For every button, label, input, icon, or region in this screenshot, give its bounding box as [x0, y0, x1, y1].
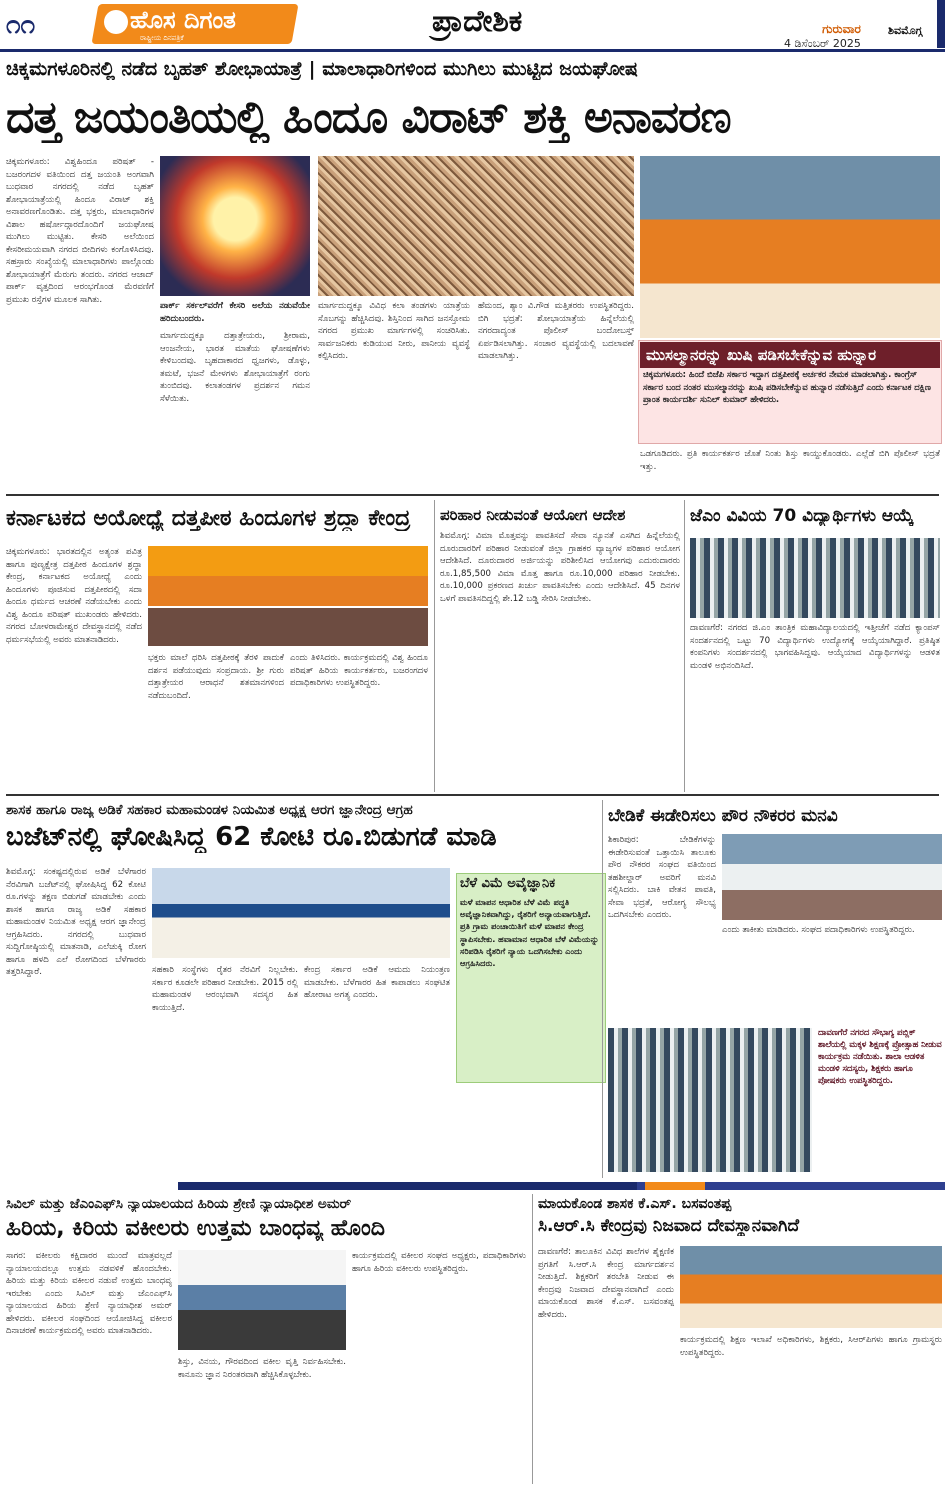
crop-insurance-title: ಬೆಳೆ ವಿಮೆ ಅವೈಜ್ಞಾನಿಕ	[460, 876, 556, 891]
commission-body: ಶಿವಮೊಗ್ಗ: ವಿಮಾ ಮೊತ್ತವನ್ನು ಪಾವತಿಸದೆ ಸೇವಾ ನ್ಯೂನತೆ ಎಸಗಿದ ಹಿನ್ನೆಲೆಯಲ್ಲಿ ದೂರುದಾರರಿಗೆ ಪರಿಹಾರ ನೀಡುವಂತೆ ಜಿಲ್ಲಾ ಗ್ರಾಹಕರ ವ್ಯಾಜ್ಯಗಳ ಪರಿಹಾರ ಆಯೋಗ ಆದೇಶಿಸಿದೆ. ದೂರುದಾರರ ಅರ್ಜಿಯನ್ನು ಪರಿಶೀಲಿಸಿದ ಆಯೋಗವು ಎದುರುದಾರರು ರೂ.1,85,500 ವಿಮಾ ಮೊತ್ತ ಹಾಗೂ ರೂ.10,000 ಪರಿಹಾರ ನೀಡಬೇಕು. ರೂ.10,000 ಪ್ರಕರಣದ ಖರ್ಚು ಪಾವತಿಸಬೇಕು ಎಂದು ಆದೇಶಿಸಿದೆ. 45 ದಿನಗಳ ಒಳಗೆ ಪಾವತಿಸದಿದ್ದಲ್ಲಿ ಶೇ.12 ಬಡ್ಡಿ ಸೇರಿಸಿ ನೀಡಬೇಕು.	[440, 531, 680, 604]
lead-photo-leaders	[640, 156, 940, 338]
court-kicker: ಸಿವಿಲ್ ಮತ್ತು ಜೆಎಂಎಫ್‌ಸಿ ನ್ಯಾಯಾಲಯದ ಹಿರಿಯ ಶ್ರೇಣಿ ನ್ಯಾಯಾಧೀಶ ಅಮರ್	[6, 1196, 352, 1212]
ayodhya-body: ಚಿಕ್ಕಮಗಳೂರು: ಭಾರತದಲ್ಲಿನ ಅತ್ಯಂತ ಪವಿತ್ರ ಹಾಗೂ ಪುಣ್ಯಕ್ಷೇತ್ರ ದತ್ತಪೀಠ ಹಿಂದೂಗಳ ಶ್ರದ್ಧಾ ಕೇಂದ್ರ, ಕರ್ನಾಟಕದ ಅಯೋಧ್ಯೆ ಎಂದು ಹಿಂದೂಗಳು ಪೂಜಿಸುವ ದತ್ತಪೀಠದಲ್ಲಿ ಸದಾ ಹಿಂದೂ ಧರ್ಮದ ಆಚರಣೆ ನಡೆಯಬೇಕು ಎಂದು ವಿಶ್ವ ಹಿಂದೂ ಪರಿಷತ್ ಮುಖಂಡರು ಹೇಳಿದರು. ನಗರದ ಬೋಳರಾಮೇಶ್ವರ ದೇವಸ್ಥಾನದಲ್ಲಿ ನಡೆದ ಧರ್ಮಸಭೆಯಲ್ಲಿ ಅವರು ಮಾತನಾಡಿದರು.	[6, 547, 142, 645]
crop-insurance-text: ಮಳೆ ಮಾಪನ ಆಧಾರಿತ ಬೆಳೆ ವಿಮೆ ಪದ್ಧತಿ ಅವೈಜ್ಞಾನಿಕವಾಗಿದ್ದು, ರೈತರಿಗೆ ಅನ್ಯಾಯವಾಗುತ್ತಿದೆ. ಪ್ರತಿ ಗ್ರಾಮ ಪಂಚಾಯಿತಿಗೆ ಮಳೆ ಮಾಪನ ಕೇಂದ್ರ ಸ್ಥಾಪಿಸಬೇಕು. ಹವಾಮಾನ ಆಧಾರಿತ ಬೆಳೆ ವಿಮೆಯನ್ನು ಸರಿಪಡಿಸಿ ರೈತರಿಗೆ ನ್ಯಾಯ ಒದಗಿಸಬೇಕು ಎಂದು ಆಗ್ರಹಿಸಿದರು.	[460, 897, 599, 969]
lead-body-col1: ಚಿಕ್ಕಮಗಳೂರು: ವಿಶ್ವಹಿಂದೂ ಪರಿಷತ್ - ಬಜರಂಗದಳ ವತಿಯಿಂದ ದತ್ತ ಜಯಂತಿ ಅಂಗವಾಗಿ ಬುಧವಾರ ನಗರದಲ್ಲಿ ನಡೆದ ಬೃಹತ್ ಶೋಭಾಯಾತ್ರೆಯಲ್ಲಿ ಹಿಂದೂ ವಿರಾಟ್ ಶಕ್ತಿ ಅನಾವರಣಗೊಂಡಿತು. ದತ್ತ ಭಕ್ತರು, ಮಾಲಾಧಾರಿಗಳ ವಿಶಾಲ ಹರ್ಷೋದ್ಗಾರದೊಂದಿಗೆ ಜಯಘೋಷ ಮುಗಿಲು ಮುಟ್ಟಿತು. ಕೇಸರಿ ಅಲೆಯಿಂದ ಕೇಸರೀಮಯವಾಗಿ ನಗರದ ಬೀದಿಗಳು ಕಂಗೊಳಿಸಿದವು. ಸಹಸ್ರಾರು ಸಂಖ್ಯೆಯಲ್ಲಿ ಮಾಲಾಧಾರಿಗಳು ಪಾಲ್ಗೊಂಡು ಶೋಭಾಯಾತ್ರೆಗೆ ಮೆರುಗು ತಂದರು. ನಗರದ ಆಜಾದ್ ಪಾರ್ಕ್ ವೃತ್ತದಿಂದ ಆರಂಭಗೊಂಡ ಮೆರವಣಿಗೆ ಪ್ರಮುಖ ರಸ್ತೆಗಳ ಮೂಲಕ ಸಾಗಿತು.	[6, 157, 154, 305]
workers-body: ಶಿಕಾರಿಪುರ: ಬೇಡಿಕೆಗಳನ್ನು ಈಡೇರಿಸುವಂತೆ ಒತ್ತಾಯಿಸಿ ತಾಲೂಕು ಪೌರ ನೌಕರರ ಸಂಘದ ವತಿಯಿಂದ ತಹಶೀಲ್ದಾರ್ ಅವರಿಗೆ ಮನವಿ ಸಲ್ಲಿಸಿದರು. ಬಾಕಿ ವೇತನ ಪಾವತಿ, ಸೇವಾ ಭದ್ರತೆ, ಆರೋಗ್ಯ ಸೌಲಭ್ಯ ಒದಗಿಸಬೇಕು ಎಂದರು.	[608, 835, 716, 920]
lead-body-col2: ಮಾರ್ಗದುದ್ದಕ್ಕೂ ದತ್ತಾತ್ರೇಯರು, ಶ್ರೀರಾಮ, ಆಂಜನೇಯ, ಭಾರತ ಮಾತೆಯ ಘೋಷಣೆಗಳು ಕೇಳಿಬಂದವು. ಬೃಹದಾಕಾರದ ಧ್ವಜಗಳು, ಡೊಳ್ಳು, ತಮಟೆ, ಭಜನೆ ಮೇಳಗಳು ಶೋಭಾಯಾತ್ರೆಗೆ ರಂಗು ತುಂಬಿದವು. ಕಲಾತಂಡಗಳ ಪ್ರದರ್ಶನ ಗಮನ ಸೆಳೆಯಿತು.	[160, 331, 310, 404]
date-block	[784, 22, 861, 51]
mayakonda-body: ದಾವಣಗೆರೆ: ತಾಲೂಕಿನ ವಿವಿಧ ಶಾಲೆಗಳ ಶೈಕ್ಷಣಿಕ ಪ್ರಗತಿಗೆ ಸಿ.ಆರ್.ಸಿ ಕೇಂದ್ರ ಮಾರ್ಗದರ್ಶನ ನೀಡುತ್ತಿದೆ. ಶಿಕ್ಷಕರಿಗೆ ತರಬೇತಿ ನೀಡುವ ಈ ಕೇಂದ್ರವು ನಿಜವಾದ ದೇವಸ್ಥಾನವಾಗಿದೆ ಎಂದು ಮಾಯಕೊಂಡ ಶಾಸಕ ಕೆ.ಎಸ್. ಬಸವಂತಪ್ಪ ಹೇಳಿದರು.	[538, 1247, 674, 1320]
workers-photo	[722, 834, 942, 920]
ayodhya-body3: ಎಂದು ತಿಳಿಸಿದರು. ಕಾರ್ಯಕ್ರಮದಲ್ಲಿ ವಿಶ್ವ ಹಿಂದೂ ಪರಿಷತ್ ಹಿರಿಯ ಕಾರ್ಯಕರ್ತರು, ಬಜರಂಗದಳ ಪದಾಧಿಕಾರಿಗಳು ಉಪಸ್ಥಿತರಿದ್ದರು.	[290, 653, 428, 688]
mayakonda-photo	[680, 1246, 942, 1328]
jcm-photo	[690, 538, 940, 618]
court-headline: ಹಿರಿಯ, ಕಿರಿಯ ವಕೀಲರು ಉತ್ತಮ ಬಾಂಧವ್ಯ ಹೊಂದಿ	[6, 1216, 385, 1241]
brand-logo-icon	[104, 10, 128, 34]
mayakonda-headline: ಸಿ.ಆರ್.ಸಿ ಕೇಂದ್ರವು ನಿಜವಾದ ದೇವಸ್ಥಾನವಾಗಿದೆ	[538, 1216, 800, 1236]
divider	[6, 494, 939, 496]
lead-tail-text: ಒಡಗೂಡಿದರು. ಪ್ರತಿ ಕಾರ್ಯಕರ್ತರ ಜೊತೆ ನಿಂತು ಶಿಸ್ತು ಕಾಯ್ದುಕೊಂಡರು. ಎಲ್ಲೆಡೆ ಬಿಗಿ ಪೊಲೀಸ್ ಭದ್ರತೆ ಇತ್ತು.	[640, 449, 940, 472]
lead-body-col4: ಹೆಮಂದ, ಶ್ಯಾಂ ವಿ.ಗೌಡ ಮತ್ತಿತರರು ಉಪಸ್ಥಿತರಿದ್ದರು. ಬಿಗಿ ಭದ್ರತೆ: ಶೋಭಾಯಾತ್ರೆಯ ಹಿನ್ನೆಲೆಯಲ್ಲಿ ನಗರದಾದ್ಯಂತ ಪೊಲೀಸ್ ಬಂದೋಬಸ್ತ್ ಏರ್ಪಡಿಸಲಾಗಿತ್ತು. ಸಂಚಾರ ವ್ಯವಸ್ಥೆಯಲ್ಲಿ ಬದಲಾವಣೆ ಮಾಡಲಾಗಿತ್ತು.	[478, 301, 634, 361]
column-rule	[602, 800, 603, 1178]
brand-name: ಹೊಸ ದಿಗಂತ	[130, 6, 236, 34]
lead-photo-shrine	[160, 156, 310, 296]
section-title: ಪ್ರಾದೇಶಿಕ	[432, 4, 523, 39]
section-band-accent	[645, 1182, 705, 1190]
budget-photo	[152, 868, 450, 958]
column-rule	[434, 500, 435, 792]
ayodhya-headline: ಕರ್ನಾಟಕದ ಅಯೋಧ್ಯೆ ದತ್ತಪೀಠ ಹಿಂದೂಗಳ ಶ್ರದ್ಧಾ ಕೇಂದ್ರ	[6, 506, 411, 531]
lead-headline: ದತ್ತ ಜಯಂತಿಯಲ್ಲಿ ಹಿಂದೂ ವಿರಾಟ್ ಶಕ್ತಿ ಅನಾವರಣ	[6, 92, 731, 143]
divider	[6, 794, 939, 796]
budget-body3: ಕೇಂದ್ರ ಸರ್ಕಾರ ಅಡಿಕೆ ಆಮದು ನಿಯಂತ್ರಣ ಮಾಡಬೇಕು. ಬೆಳೆಗಾರರ ಹಿತ ಕಾಪಾಡಲು ಸಂಘಟಿತ ಹೋರಾಟ ಅಗತ್ಯ ಎಂದರು.	[304, 965, 450, 1000]
school-event-photo	[608, 1028, 812, 1172]
ayodhya-body2: ಭಕ್ತರು ಮಾಲೆ ಧರಿಸಿ ದತ್ತಪೀಠಕ್ಕೆ ತೆರಳಿ ಪಾದುಕೆ ದರ್ಶನ ಪಡೆಯುವುದು ಸಂಪ್ರದಾಯ. ಶ್ರೀ ಗುರು ದತ್ತಾತ್ರೇಯರ ಆರಾಧನೆ ಶತಮಾನಗಳಿಂದ ನಡೆದುಬಂದಿದೆ.	[148, 653, 284, 701]
edition-name: ಶಿವಮೊಗ್ಗ	[888, 24, 923, 37]
lead-kicker: ಚಿಕ್ಕಮಗಳೂರಿನಲ್ಲಿ ನಡೆದ ಬೃಹತ್ ಶೋಭಾಯಾತ್ರೆ | ಮಾಲಾಧಾರಿಗಳಿಂದ ಮುಗಿಲು ಮುಟ್ಟಿದ ಜಯಘೋಷ	[6, 58, 638, 80]
court-photo	[178, 1250, 346, 1350]
court-body2: ಶಿಸ್ತು, ವಿನಯ, ಗೌರವದಿಂದ ವಕೀಲ ವೃತ್ತಿ ನಿರ್ವಹಿಸಬೇಕು. ಕಾನೂನು ಜ್ಞಾನ ನಿರಂತರವಾಗಿ ಹೆಚ್ಚಿಸಿಕೊಳ್ಳಬೇಕು.	[178, 1357, 346, 1380]
budget-body: ಶಿವಮೊಗ್ಗ: ಸಂಕಷ್ಟದಲ್ಲಿರುವ ಅಡಿಕೆ ಬೆಳೆಗಾರರ ನೆರವಿಗಾಗಿ ಬಜೆಟ್‌ನಲ್ಲಿ ಘೋಷಿಸಿದ್ದ 62 ಕೋಟಿ ರೂ.ಗಳನ್ನು ತಕ್ಷಣ ಬಿಡುಗಡೆ ಮಾಡಬೇಕು ಎಂದು ಶಾಸಕ ಹಾಗೂ ರಾಜ್ಯ ಅಡಿಕೆ ಸಹಕಾರ ಮಹಾಮಂಡಳ ನಿಯಮಿತ ಅಧ್ಯಕ್ಷ ಆರಗ ಜ್ಞಾನೇಂದ್ರ ಆಗ್ರಹಿಸಿದರು. ನಗರದಲ್ಲಿ ಬುಧವಾರ ಸುದ್ದಿಗೋಷ್ಠಿಯಲ್ಲಿ ಮಾತನಾಡಿ, ಎಲೆಚುಕ್ಕಿ ರೋಗ ಹಾಗೂ ಹಳದಿ ಎಲೆ ರೋಗದಿಂದ ಬೆಳೆಗಾರರು ತತ್ತರಿಸಿದ್ದಾರೆ.	[6, 867, 146, 977]
section-band-blue	[705, 1182, 945, 1190]
lead-photo-procession	[318, 156, 634, 296]
mayakonda-body2: ಕಾರ್ಯಕ್ರಮದಲ್ಲಿ ಶಿಕ್ಷಣ ಇಲಾಖೆ ಅಧಿಕಾರಿಗಳು, ಶಿಕ್ಷಕರು, ಸಿಆರ್‌ಪಿಗಳು ಹಾಗೂ ಗ್ರಾಮಸ್ಥರು ಉಪಸ್ಥಿತರಿದ್ದರು.	[680, 1335, 942, 1358]
workers-headline: ಬೇಡಿಕೆ ಈಡೇರಿಸಲು ಪೌರ ನೌಕರರ ಮನವಿ	[608, 806, 838, 826]
court-body: ಸಾಗರ: ವಕೀಲರು ಕಕ್ಷಿದಾರರ ಮುಂದೆ ಮಾತ್ರವಲ್ಲದೆ ನ್ಯಾಯಾಲಯದಲ್ಲೂ ಉತ್ತಮ ನಡವಳಿಕೆ ಹೊಂದಬೇಕು. ಹಿರಿಯ ಮತ್ತು ಕಿರಿಯ ವಕೀಲರ ನಡುವೆ ಉತ್ತಮ ಬಾಂಧವ್ಯ ಇರಬೇಕು ಎಂದು ಸಿವಿಲ್ ಮತ್ತು ಜೆಎಂಎಫ್‌ಸಿ ನ್ಯಾಯಾಲಯದ ಹಿರಿಯ ಶ್ರೇಣಿ ನ್ಯಾಯಾಧೀಶ ಅಮರ್ ಹೇಳಿದರು. ವಕೀಲರ ಸಂಘದಿಂದ ಆಯೋಜಿಸಿದ್ದ ವಕೀಲರ ದಿನಾಚರಣೆ ಕಾರ್ಯಕ್ರಮದಲ್ಲಿ ಅವರು ಮಾತನಾಡಿದರು.	[6, 1251, 172, 1336]
court-body3: ಕಾರ್ಯಕ್ರಮದಲ್ಲಿ ವಕೀಲರ ಸಂಘದ ಅಧ್ಯಕ್ಷರು, ಪದಾಧಿಕಾರಿಗಳು ಹಾಗೂ ಹಿರಿಯ ವಕೀಲರು ಉಪಸ್ಥಿತರಿದ್ದರು.	[352, 1251, 526, 1274]
lead-body-col3: ಮಾರ್ಗದುದ್ದಕ್ಕೂ ವಿವಿಧ ಕಲಾ ತಂಡಗಳು ಯಾತ್ರೆಯ ಸೊಬಗನ್ನು ಹೆಚ್ಚಿಸಿದವು. ಶಿಸ್ತಿನಿಂದ ಸಾಗಿದ ಜನಸ್ತೋಮ ನಗರದ ಪ್ರಮುಖ ಮಾರ್ಗಗಳಲ್ಲಿ ಸಂಚರಿಸಿತು. ಸಾರ್ವಜನಿಕರು ಕುಡಿಯುವ ನೀರು, ಪಾನೀಯ ವ್ಯವಸ್ಥೆ ಕಲ್ಪಿಸಿದರು.	[318, 301, 470, 361]
masthead	[0, 0, 945, 52]
masthead-accent-bar	[937, 0, 945, 48]
issue-date: 4 ಡಿಸೆಂಬರ್ 2025	[784, 37, 861, 50]
ayodhya-photo	[148, 546, 428, 646]
column-rule	[532, 1194, 533, 1484]
sidebox-title: ಮುಸಲ್ಮಾನರನ್ನು ಖುಷಿ ಪಡಿಸಬೇಕೆನ್ನುವ ಹುನ್ನಾರ	[640, 342, 940, 368]
jcm-body: ದಾವಣಗೆರೆ: ನಗರದ ಜಿ.ಎಂ ತಾಂತ್ರಿಕ ಮಹಾವಿದ್ಯಾಲಯದಲ್ಲಿ ಇತ್ತೀಚೆಗೆ ನಡೆದ ಕ್ಯಾಂಪಸ್ ಸಂದರ್ಶನದಲ್ಲಿ ಒಟ್ಟು 70 ವಿದ್ಯಾರ್ಥಿಗಳು ಉದ್ಯೋಗಕ್ಕೆ ಆಯ್ಕೆಯಾಗಿದ್ದಾರೆ. ಪ್ರತಿಷ್ಠಿತ ಕಂಪನಿಗಳು ಸಂದರ್ಶನದಲ್ಲಿ ಭಾಗವಹಿಸಿದ್ದವು. ಆಯ್ಕೆಯಾದ ವಿದ್ಯಾರ್ಥಿಗಳನ್ನು ಆಡಳಿತ ಮಂಡಳಿ ಅಭಿನಂದಿಸಿದೆ.	[690, 623, 940, 671]
commission-headline: ಪರಿಹಾರ ನೀಡುವಂತೆ ಆಯೋಗ ಆದೇಶ	[440, 506, 626, 524]
lead-caption: ಪಾರ್ಕ್ ಸರ್ಕಲ್‌ವರೆಗೆ ಕೇಸರಿ ಅಲೆಯ ನಡುವೆಯೇ ಹರಿದುಬಂದರು.	[160, 301, 310, 324]
school-event-caption: ದಾವಣಗೆರೆ ನಗರದ ಸೌಭಾಗ್ಯ ಪಬ್ಲಿಕ್ ಶಾಲೆಯಲ್ಲಿ ಮಕ್ಕಳ ಶಿಕ್ಷಣಕ್ಕೆ ಪ್ರೋತ್ಸಾಹ ನೀಡುವ ಕಾರ್ಯಕ್ರಮ ನಡೆಯಿತು. ಶಾಲಾ ಆಡಳಿತ ಮಂಡಳಿ ಸದಸ್ಯರು, ಶಿಕ್ಷಕರು ಹಾಗೂ ಪೋಷಕರು ಉಪಸ್ಥಿತರಿದ್ದರು.	[818, 1027, 942, 1085]
budget-kicker: ಶಾಸಕ ಹಾಗೂ ರಾಜ್ಯ ಅಡಿಕೆ ಸಹಕಾರ ಮಹಾಮಂಡಳ ನಿಯಮಿತ ಅಧ್ಯಕ್ಷ ಆರಗ ಜ್ಞಾನೇಂದ್ರ ಆಗ್ರಹ	[6, 802, 413, 818]
sidebox-text: ಚಿಕ್ಕಮಗಳೂರು: ಹಿಂದೆ ಬಿಜೆಪಿ ಸರ್ಕಾರ ಇದ್ದಾಗ ದತ್ತಪೀಠಕ್ಕೆ ಅರ್ಚಕರ ನೇಮಕ ಮಾಡಲಾಗಿತ್ತು. ಕಾಂಗ್ರೆಸ್ ಸರ್ಕಾರ ಬಂದ ನಂತರ ಮುಸಲ್ಮಾನರನ್ನು ಖುಷಿ ಪಡಿಸಬೇಕೆನ್ನುವ ಹುನ್ನಾರ ನಡೆಸುತ್ತಿದೆ ಎಂದು ಕರ್ನಾಟಕ ದಕ್ಷಿಣ ಪ್ರಾಂತ ಕಾರ್ಯದರ್ಶಿ ಸುನಿಲ್ ಕುಮಾರ್ ಹೇಳಿದರು.	[643, 369, 931, 404]
page-number: ೧೧	[6, 10, 36, 40]
brand-tagline: ರಾಷ್ಟ್ರೀಯ ದಿನಪತ್ರಿಕೆ	[140, 34, 184, 42]
budget-body2: ಸಹಕಾರಿ ಸಂಸ್ಥೆಗಳು ರೈತರ ನೆರವಿಗೆ ನಿಲ್ಲಬೇಕು. ಸರ್ಕಾರ ಕೂಡಲೇ ಪರಿಹಾರ ನೀಡಬೇಕು. 2015 ರಲ್ಲಿ ಮಹಾಮಂಡಳ ಆರಂಭವಾಗಿ ಸದಸ್ಯರ ಹಿತ ಕಾಯುತ್ತಿದೆ.	[152, 965, 298, 1013]
jcm-headline: ಜೆಎಂ ವಿವಿಯ 70 ವಿದ್ಯಾರ್ಥಿಗಳು ಆಯ್ಕೆ	[690, 506, 914, 526]
workers-body2: ಎಂದು ತಾಕೀತು ಮಾಡಿದರು. ಸಂಘದ ಪದಾಧಿಕಾರಿಗಳು ಉಪಸ್ಥಿತರಿದ್ದರು.	[722, 925, 915, 935]
mayakonda-kicker: ಮಾಯಕೊಂಡ ಶಾಸಕ ಕೆ.ಎಸ್. ಬಸವಂತಪ್ಪ	[538, 1196, 732, 1212]
issue-day: ಗುರುವಾರ	[822, 22, 861, 36]
column-rule	[684, 500, 685, 792]
budget-headline: ಬಜೆಟ್‌ನಲ್ಲಿ ಘೋಷಿಸಿದ್ದ 62 ಕೋಟಿ ರೂ.ಬಿಡುಗಡೆ ಮಾಡಿ	[6, 822, 497, 852]
